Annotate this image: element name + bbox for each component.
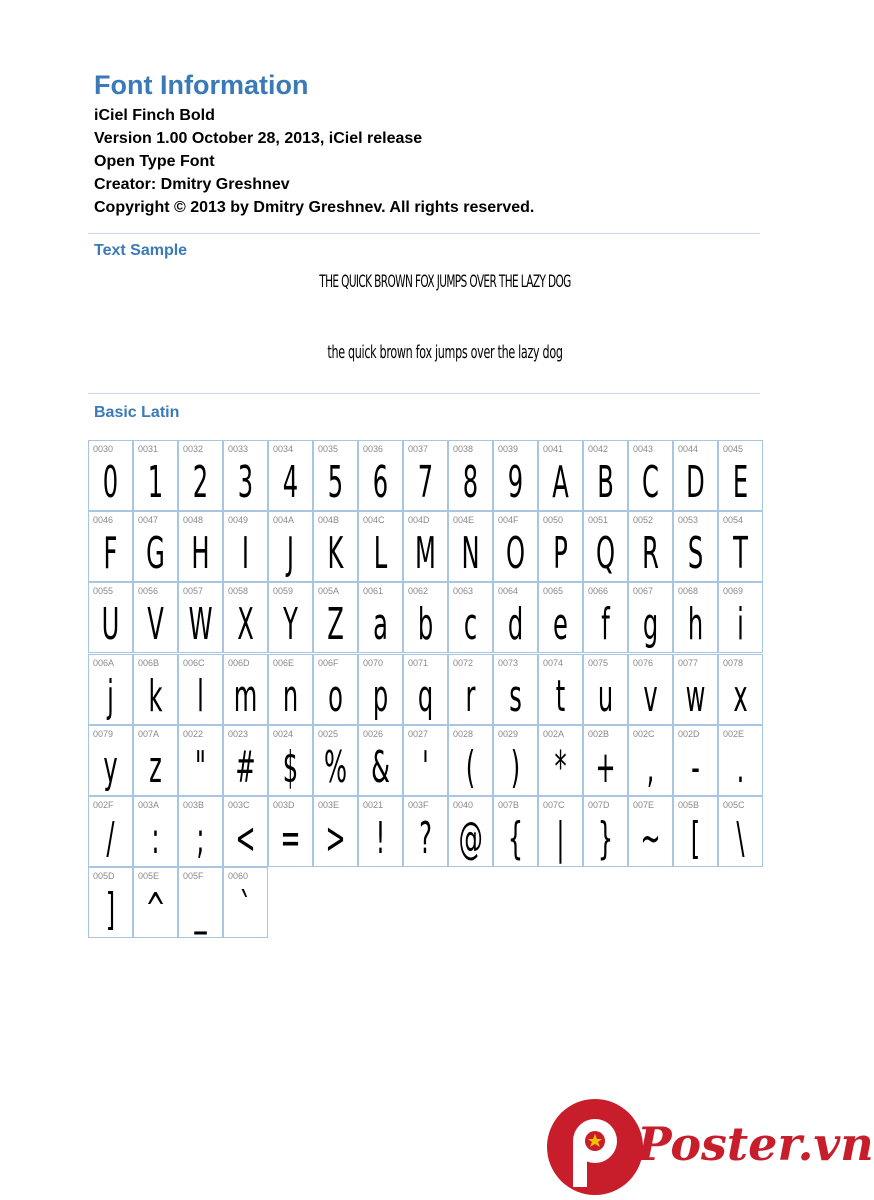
glyph-cell [403, 725, 448, 796]
glyph-cell [673, 725, 718, 796]
glyph-char: ( [465, 741, 476, 793]
font-type: Open Type Font [94, 153, 215, 170]
font-creator: Creator: Dmitry Greshnev [94, 176, 290, 193]
glyph-char: T [733, 528, 748, 580]
basic-latin-heading: Basic Latin [94, 404, 180, 421]
glyph-cell [493, 725, 538, 796]
glyph-char: l [197, 670, 204, 722]
glyph-code: 0068 [678, 586, 699, 597]
poster-vn-logo [545, 1097, 874, 1197]
glyph-code: 0021 [363, 800, 384, 810]
glyph-char: M [415, 528, 436, 580]
glyph-char: g [642, 599, 659, 651]
glyph-char: U [101, 599, 120, 651]
glyph-code: 0046 [93, 515, 114, 526]
glyph-char: c [463, 599, 478, 651]
glyph-cell [493, 654, 538, 725]
glyph-code: 004C [363, 515, 385, 526]
glyph-code: 004B [318, 515, 340, 526]
glyph-cell [313, 582, 358, 653]
glyph-cell [133, 582, 178, 653]
glyph-cell [493, 440, 538, 511]
glyph-char: A [552, 457, 569, 508]
glyph-code: 002F [93, 800, 114, 810]
glyph-cell [628, 796, 673, 867]
glyph-code: 005E [138, 871, 160, 882]
glyph-char: X [237, 599, 254, 651]
glyph-code: 0040 [453, 800, 474, 810]
glyph-code: 006D [228, 657, 250, 668]
glyph-cell [628, 582, 673, 653]
glyph-code: 0069 [723, 586, 744, 597]
glyph-cell [448, 511, 493, 582]
glyph-char: e [553, 599, 568, 651]
glyph-cell [628, 511, 673, 582]
font-name: iCiel Finch Bold [94, 107, 215, 124]
glyph-cell [358, 725, 403, 796]
glyph-code: 0024 [273, 728, 294, 739]
glyph-code: 0038 [453, 444, 474, 454]
glyph-code: 006B [138, 657, 160, 668]
glyph-cell [268, 654, 313, 725]
glyph-cell [493, 511, 538, 582]
glyph-char: N [461, 528, 480, 580]
glyph-code: 0073 [498, 657, 519, 668]
glyph-char: f [601, 599, 610, 651]
glyph-code: 0079 [93, 728, 114, 739]
glyph-code: 0045 [723, 444, 744, 454]
glyph-code: 005D [93, 871, 115, 882]
glyph-char: j [107, 670, 114, 722]
glyph-char: ; [196, 813, 205, 864]
glyph-code: 003A [138, 800, 160, 810]
glyph-char: ! [375, 813, 386, 864]
font-meta [94, 104, 534, 219]
glyph-code: 0077 [678, 657, 699, 668]
glyph-cell [268, 725, 313, 796]
glyph-char: k [148, 670, 163, 722]
glyph-cell [133, 796, 178, 867]
glyph-code: 007B [498, 800, 520, 810]
glyph-char: v [643, 670, 658, 722]
glyph-code: 002A [543, 728, 565, 739]
glyph-code: 006C [183, 657, 205, 668]
glyph-code: 002C [633, 728, 655, 739]
glyph-char: 4 [282, 457, 299, 508]
glyph-cell [268, 511, 313, 582]
glyph-char: s [509, 670, 522, 722]
glyph-char: $ [282, 741, 299, 793]
glyph-code: 0060 [228, 871, 249, 882]
glyph-code: 0029 [498, 728, 519, 739]
glyph-cell [88, 796, 133, 867]
glyph-cell [673, 796, 718, 867]
glyph-char: 8 [462, 457, 479, 508]
glyph-code: 0025 [318, 728, 339, 739]
glyph-char: = [280, 813, 301, 864]
glyph-char: p [372, 670, 389, 722]
glyph-char: L [373, 528, 388, 580]
glyph-cell [313, 796, 358, 867]
glyph-cell [223, 725, 268, 796]
glyph-char: 7 [417, 457, 434, 508]
glyph-code: 0071 [408, 657, 429, 668]
glyph-cell [538, 796, 583, 867]
glyph-code: 0063 [453, 586, 474, 597]
glyph-code: 005C [723, 800, 745, 810]
glyph-code: 0078 [723, 657, 744, 668]
font-copyright: Copyright © 2013 by Dmitry Greshnev. All rights reserved. [94, 199, 535, 216]
glyph-char: B [597, 457, 614, 508]
glyph-code: 003C [228, 800, 250, 810]
glyph-code: 0034 [273, 444, 294, 454]
glyph-char: ` [239, 884, 252, 936]
glyph-char: 3 [237, 457, 254, 508]
glyph-code: 0056 [138, 586, 159, 597]
divider [88, 233, 760, 234]
glyph-cell [358, 796, 403, 867]
glyph-code: 005A [318, 586, 340, 597]
glyph-cell [403, 796, 448, 867]
glyph-char: + [595, 741, 616, 793]
glyph-cell [133, 511, 178, 582]
glyph-cell [538, 511, 583, 582]
glyph-code: 003B [183, 800, 205, 810]
glyph-char: * [554, 741, 567, 793]
glyph-char: H [191, 528, 210, 580]
glyph-cell [448, 796, 493, 867]
glyph-code: 0076 [633, 657, 654, 668]
font-version: Version 1.00 October 28, 2013, iCiel release [94, 130, 423, 147]
glyph-char: } [597, 813, 614, 864]
glyph-cell [403, 654, 448, 725]
glyph-code: 0075 [588, 657, 609, 668]
glyph-char: y [103, 741, 118, 793]
glyph-cell [673, 654, 718, 725]
glyph-cell [178, 796, 223, 867]
glyph-char: 1 [147, 457, 164, 508]
glyph-cell [358, 440, 403, 511]
glyph-cell [628, 654, 673, 725]
glyph-char: i [737, 599, 744, 651]
glyph-char: ) [510, 741, 521, 793]
glyph-cell [133, 440, 178, 511]
glyph-code: 006E [273, 657, 295, 668]
glyph-cell [448, 440, 493, 511]
glyph-char: K [327, 528, 344, 580]
glyph-code: 0054 [723, 515, 744, 526]
glyph-code: 0074 [543, 657, 564, 668]
glyph-code: 0022 [183, 728, 204, 739]
glyph-cell [718, 582, 763, 653]
glyph-code: 004F [498, 515, 519, 526]
glyph-cell [718, 654, 763, 725]
glyph-code: 0067 [633, 586, 654, 597]
glyph-cell [358, 654, 403, 725]
glyph-char: # [235, 741, 256, 793]
glyph-char: r [465, 670, 476, 722]
glyph-cell [178, 440, 223, 511]
glyph-code: 003D [273, 800, 295, 810]
glyph-char: R [642, 528, 659, 580]
glyph-char: . [736, 741, 745, 793]
glyph-cell [583, 440, 628, 511]
glyph-char: , [646, 741, 655, 793]
glyph-cell [583, 725, 628, 796]
glyph-code: 0047 [138, 515, 159, 526]
glyph-cell [628, 440, 673, 511]
glyph-char: W [188, 599, 213, 651]
glyph-cell [268, 440, 313, 511]
glyph-char: d [507, 599, 524, 651]
glyph-cell [178, 511, 223, 582]
glyph-cell [538, 440, 583, 511]
glyph-cell [178, 725, 223, 796]
glyph-char: h [687, 599, 704, 651]
glyph-cell [583, 796, 628, 867]
glyph-char: @ [458, 813, 483, 864]
glyph-code: 003E [318, 800, 340, 810]
glyph-char: ? [419, 813, 432, 864]
glyph-code: 0033 [228, 444, 249, 454]
glyph-cell [88, 582, 133, 653]
glyph-char: [ [690, 813, 701, 864]
glyph-char: t [555, 670, 566, 722]
glyph-char: ~ [640, 813, 661, 864]
glyph-code: 0049 [228, 515, 249, 526]
glyph-code: 0041 [543, 444, 564, 454]
glyph-code: 005F [183, 871, 204, 882]
glyph-code: 0070 [363, 657, 384, 668]
divider [88, 393, 760, 394]
glyph-cell [673, 582, 718, 653]
glyph-cell [223, 796, 268, 867]
glyph-code: 003F [408, 800, 429, 810]
glyph-code: 0028 [453, 728, 474, 739]
glyph-code: 002E [723, 728, 745, 739]
glyph-char: w [685, 670, 706, 722]
glyph-cell [493, 582, 538, 653]
glyph-cell [718, 725, 763, 796]
glyph-cell [223, 582, 268, 653]
glyph-cell [268, 582, 313, 653]
glyph-cell [268, 796, 313, 867]
glyph-char: I [241, 528, 250, 580]
glyph-cell [403, 440, 448, 511]
glyph-char: 2 [192, 457, 209, 508]
glyph-cell [583, 582, 628, 653]
glyph-char: / [106, 813, 115, 864]
glyph-char: u [597, 670, 614, 722]
glyph-cell [223, 511, 268, 582]
glyph-char: ' [422, 741, 429, 793]
glyph-char: n [282, 670, 299, 722]
glyph-cell [403, 511, 448, 582]
glyph-char: Y [283, 599, 298, 651]
glyph-code: 007E [633, 800, 655, 810]
glyph-char: z [149, 741, 162, 793]
glyph-cell [88, 867, 133, 938]
glyph-code: 0036 [363, 444, 384, 454]
glyph-code: 0053 [678, 515, 699, 526]
glyph-char: D [686, 457, 705, 508]
glyph-char: < [235, 813, 256, 864]
glyph-char: S [687, 528, 704, 580]
glyph-code: 0059 [273, 586, 294, 597]
glyph-code: 0031 [138, 444, 159, 454]
glyph-code: 0042 [588, 444, 609, 454]
glyph-code: 0043 [633, 444, 654, 454]
glyph-char: x [733, 670, 748, 722]
glyph-code: 006F [318, 657, 339, 668]
glyph-char: | [556, 813, 565, 864]
glyph-char: % [324, 741, 347, 793]
glyph-code: 0044 [678, 444, 699, 454]
glyph-char: 5 [327, 457, 344, 508]
glyph-cell [403, 582, 448, 653]
glyph-char: o [328, 670, 343, 722]
glyph-char: : [151, 813, 160, 864]
glyph-code: 0066 [588, 586, 609, 597]
glyph-char: P [553, 528, 568, 580]
glyph-cell [313, 725, 358, 796]
glyph-cell [88, 654, 133, 725]
logo-text: Poster.vn [637, 1117, 874, 1171]
glyph-char: O [505, 528, 526, 580]
glyph-code: 0039 [498, 444, 519, 454]
sample-lowercase: the quick brown fox jumps over the lazy dog [327, 342, 563, 363]
glyph-char: { [507, 813, 524, 864]
glyph-code: 0062 [408, 586, 429, 597]
glyph-char: ^ [145, 884, 166, 936]
glyph-cell [538, 725, 583, 796]
glyph-code: 0061 [363, 586, 384, 597]
glyph-char: Q [595, 528, 616, 580]
glyph-code: 007A [138, 728, 160, 739]
glyph-code: 0057 [183, 586, 204, 597]
glyph-char: 0 [102, 457, 119, 508]
glyph-char: a [373, 599, 388, 651]
glyph-cell [133, 867, 178, 938]
glyph-code: 0030 [93, 444, 114, 454]
glyph-code: 0072 [453, 657, 474, 668]
glyph-code: 0037 [408, 444, 429, 454]
glyph-cell [358, 511, 403, 582]
glyph-code: 0065 [543, 586, 564, 597]
glyph-char: G [146, 528, 165, 580]
glyph-code: 005B [678, 800, 700, 810]
glyph-char: 6 [372, 457, 389, 508]
glyph-code: 004D [408, 515, 430, 526]
glyph-code: 004E [453, 515, 475, 526]
glyph-cell [673, 440, 718, 511]
glyph-code: 0050 [543, 515, 564, 526]
glyph-code: 0035 [318, 444, 339, 454]
glyph-cell [313, 654, 358, 725]
glyph-cell [448, 725, 493, 796]
glyph-cell [493, 796, 538, 867]
glyph-code: 002D [678, 728, 700, 739]
glyph-cell [313, 440, 358, 511]
glyph-cell [178, 867, 223, 938]
glyph-cell [448, 582, 493, 653]
glyph-code: 0064 [498, 586, 519, 597]
glyph-code: 006A [93, 657, 115, 668]
glyph-cell [583, 511, 628, 582]
glyph-code: 0048 [183, 515, 204, 526]
glyph-cell [718, 440, 763, 511]
glyph-cell [223, 440, 268, 511]
glyph-cell [223, 654, 268, 725]
glyph-code: 0052 [633, 515, 654, 526]
glyph-cell [583, 654, 628, 725]
glyph-code: 007C [543, 800, 565, 810]
glyph-cell [313, 511, 358, 582]
glyph-cell [88, 511, 133, 582]
glyph-char: V [147, 599, 164, 651]
glyph-char: \ [736, 813, 745, 864]
glyph-char: E [732, 457, 749, 508]
glyph-cell [538, 582, 583, 653]
glyph-cell [223, 867, 268, 938]
glyph-char: 9 [507, 457, 524, 508]
glyph-cell [133, 725, 178, 796]
text-sample-heading: Text Sample [94, 242, 188, 259]
glyph-cell [673, 511, 718, 582]
glyph-code: 0055 [93, 586, 114, 597]
glyph-char: q [417, 670, 434, 722]
glyph-char: - [691, 741, 700, 793]
glyph-cell [358, 582, 403, 653]
glyph-code: 0023 [228, 728, 249, 739]
glyph-code: 0027 [408, 728, 429, 739]
page-title: Font Information [94, 70, 309, 100]
glyph-cell [538, 654, 583, 725]
logo-p-icon [545, 1097, 645, 1197]
glyph-cell [718, 796, 763, 867]
glyph-code: 002B [588, 728, 610, 739]
glyph-char: m [233, 670, 258, 722]
glyph-cell [133, 654, 178, 725]
glyph-code: 007D [588, 800, 610, 810]
glyph-cell [88, 440, 133, 511]
glyph-cell [88, 725, 133, 796]
glyph-char: _ [194, 884, 207, 936]
glyph-char: ] [105, 884, 116, 936]
glyph-code: 0026 [363, 728, 384, 739]
glyph-code: 0051 [588, 515, 609, 526]
glyph-code: 0058 [228, 586, 249, 597]
glyph-char: & [371, 741, 390, 793]
glyph-char: b [417, 599, 434, 651]
glyph-code: 004A [273, 515, 295, 526]
glyph-cell [178, 654, 223, 725]
glyph-char: " [194, 741, 207, 793]
glyph-cell [718, 511, 763, 582]
glyph-char: Z [327, 599, 344, 651]
glyph-char: > [325, 813, 346, 864]
glyph-char: J [286, 528, 295, 580]
glyph-char: F [103, 528, 118, 580]
glyph-cell [448, 654, 493, 725]
glyph-code: 0032 [183, 444, 204, 454]
glyph-cell [178, 582, 223, 653]
sample-uppercase: THE QUICK BROWN FOX JUMPS OVER THE LAZY DOG [319, 272, 571, 292]
glyph-cell [628, 725, 673, 796]
glyph-char: C [642, 457, 659, 508]
